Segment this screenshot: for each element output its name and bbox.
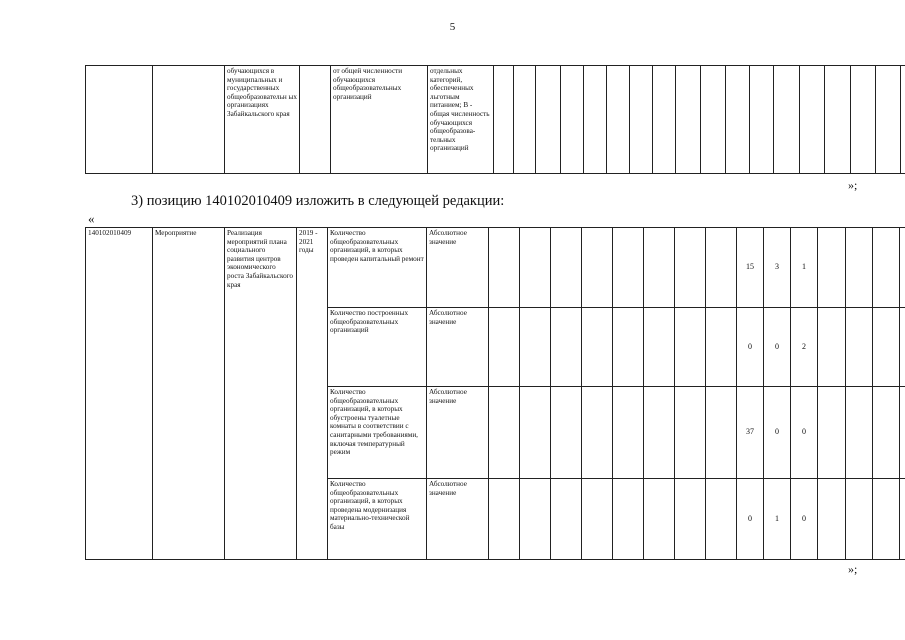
cell-empty: [551, 308, 582, 387]
cell-empty: [900, 479, 905, 560]
closing-quote: »;: [848, 178, 858, 192]
cell-value: 0: [791, 387, 818, 479]
cell-empty: [582, 228, 613, 308]
top-fragment-table: [85, 65, 905, 174]
cell-empty: [706, 387, 737, 479]
cell-empty: [675, 228, 706, 308]
cell-empty: [489, 479, 520, 560]
cell-indicator-fragment: обучающихся в муниципальных и государственных общеобразовательн ых организациях Забайкальского края: [225, 66, 300, 174]
cell-unit: Абсолютное значение: [427, 308, 489, 387]
cell-empty: [153, 66, 225, 174]
cell-empty: [644, 479, 675, 560]
cell-empty: [846, 228, 873, 308]
cell-years: 2019 - 2021 годы: [297, 228, 328, 560]
cell-empty: [489, 387, 520, 479]
cell-value: 37: [737, 387, 764, 479]
amendment-heading: 3) позицию 140102010409 изложить в следующей редакции:: [131, 193, 505, 209]
page-number: 5: [449, 21, 456, 33]
cell-unit: Абсолютное значение: [427, 479, 489, 560]
cell-empty: [300, 66, 331, 174]
cell-empty: [520, 387, 551, 479]
cell-empty: [873, 228, 900, 308]
cell-empty: [644, 308, 675, 387]
cell-empty: [653, 66, 676, 174]
cell-empty: [873, 308, 900, 387]
cell-empty: [818, 308, 846, 387]
cell-empty: [675, 479, 706, 560]
cell-empty: [851, 66, 876, 174]
cell-empty: [582, 479, 613, 560]
cell-empty: [825, 66, 851, 174]
cell-empty: [582, 308, 613, 387]
closing-quote: »;: [848, 562, 858, 576]
cell-empty: [706, 479, 737, 560]
cell-empty: [551, 479, 582, 560]
cell-empty: [551, 228, 582, 308]
cell-empty: [873, 387, 900, 479]
cell-empty: [901, 66, 905, 174]
cell-name: Реализация мероприятий плана социального развития центров экономического роста Забайкальского края: [225, 228, 297, 560]
cell-empty: [675, 308, 706, 387]
cell-empty: [900, 387, 905, 479]
cell-value: 0: [764, 387, 791, 479]
cell-empty: [846, 479, 873, 560]
cell-empty: [630, 66, 653, 174]
cell-empty: [846, 308, 873, 387]
opening-quote: «: [88, 211, 95, 226]
cell-empty: [489, 228, 520, 308]
indicator-row: [86, 228, 905, 308]
cell-empty: [726, 66, 750, 174]
cell-value: 1: [791, 228, 818, 308]
cell-empty: [873, 479, 900, 560]
cell-empty: [818, 479, 846, 560]
cell-empty: [86, 66, 153, 174]
cell-empty: [644, 228, 675, 308]
cell-empty: [613, 228, 644, 308]
cell-unit: Абсолютное значение: [427, 228, 489, 308]
cell-empty: [613, 308, 644, 387]
cell-empty: [607, 66, 630, 174]
cell-indicator-fragment: от общей численности обучающихся общеобразовательных организаций: [331, 66, 428, 174]
cell-empty: [520, 308, 551, 387]
cell-value: 3: [764, 228, 791, 308]
cell-empty: [520, 479, 551, 560]
cell-code: 140102010409: [86, 228, 153, 560]
cell-indicator-name: Количество общеобразовательных организаций, в которых проведен капитальный ремонт: [328, 228, 427, 308]
cell-empty: [613, 479, 644, 560]
cell-empty: [514, 66, 536, 174]
cell-empty: [536, 66, 561, 174]
cell-empty: [706, 308, 737, 387]
cell-empty: [582, 387, 613, 479]
cell-empty: [675, 387, 706, 479]
cell-empty: [489, 308, 520, 387]
position-table: [85, 227, 905, 560]
top-fragment-row: [86, 66, 905, 174]
cell-value: 0: [764, 308, 791, 387]
cell-empty: [750, 66, 774, 174]
cell-value: 0: [737, 308, 764, 387]
cell-value: 0: [737, 479, 764, 560]
cell-empty: [584, 66, 607, 174]
cell-empty: [706, 228, 737, 308]
cell-value: 15: [737, 228, 764, 308]
cell-empty: [800, 66, 825, 174]
cell-indicator-name: Количество построенных общеобразовательных организаций: [328, 308, 427, 387]
cell-empty: [613, 387, 644, 479]
cell-empty: [900, 308, 905, 387]
cell-empty: [900, 228, 905, 308]
cell-empty: [876, 66, 901, 174]
cell-value: 0: [791, 479, 818, 560]
cell-value: 1: [764, 479, 791, 560]
cell-empty: [551, 387, 582, 479]
cell-empty: [818, 228, 846, 308]
cell-empty: [818, 387, 846, 479]
cell-value: 2: [791, 308, 818, 387]
cell-empty: [846, 387, 873, 479]
cell-indicator-name: Количество общеобразовательных организаций, в которых проведена модернизация материально-технической базы: [328, 479, 427, 560]
cell-empty: [644, 387, 675, 479]
cell-unit: Абсолютное значение: [427, 387, 489, 479]
cell-indicator-name: Количество общеобразовательных организаций, в которых обустроены туалетные комнаты в соответствии с санитарными требованиями, включая температурный режим: [328, 387, 427, 479]
cell-empty: [774, 66, 800, 174]
cell-empty: [701, 66, 726, 174]
cell-formula-fragment: отдельных категорий, обеспеченных льготным питанием; В - общая численность обучающихся общеобразова-тельных организаций: [428, 66, 494, 174]
cell-empty: [520, 228, 551, 308]
cell-type: Мероприятие: [153, 228, 225, 560]
cell-empty: [494, 66, 514, 174]
cell-empty: [676, 66, 701, 174]
cell-empty: [561, 66, 584, 174]
